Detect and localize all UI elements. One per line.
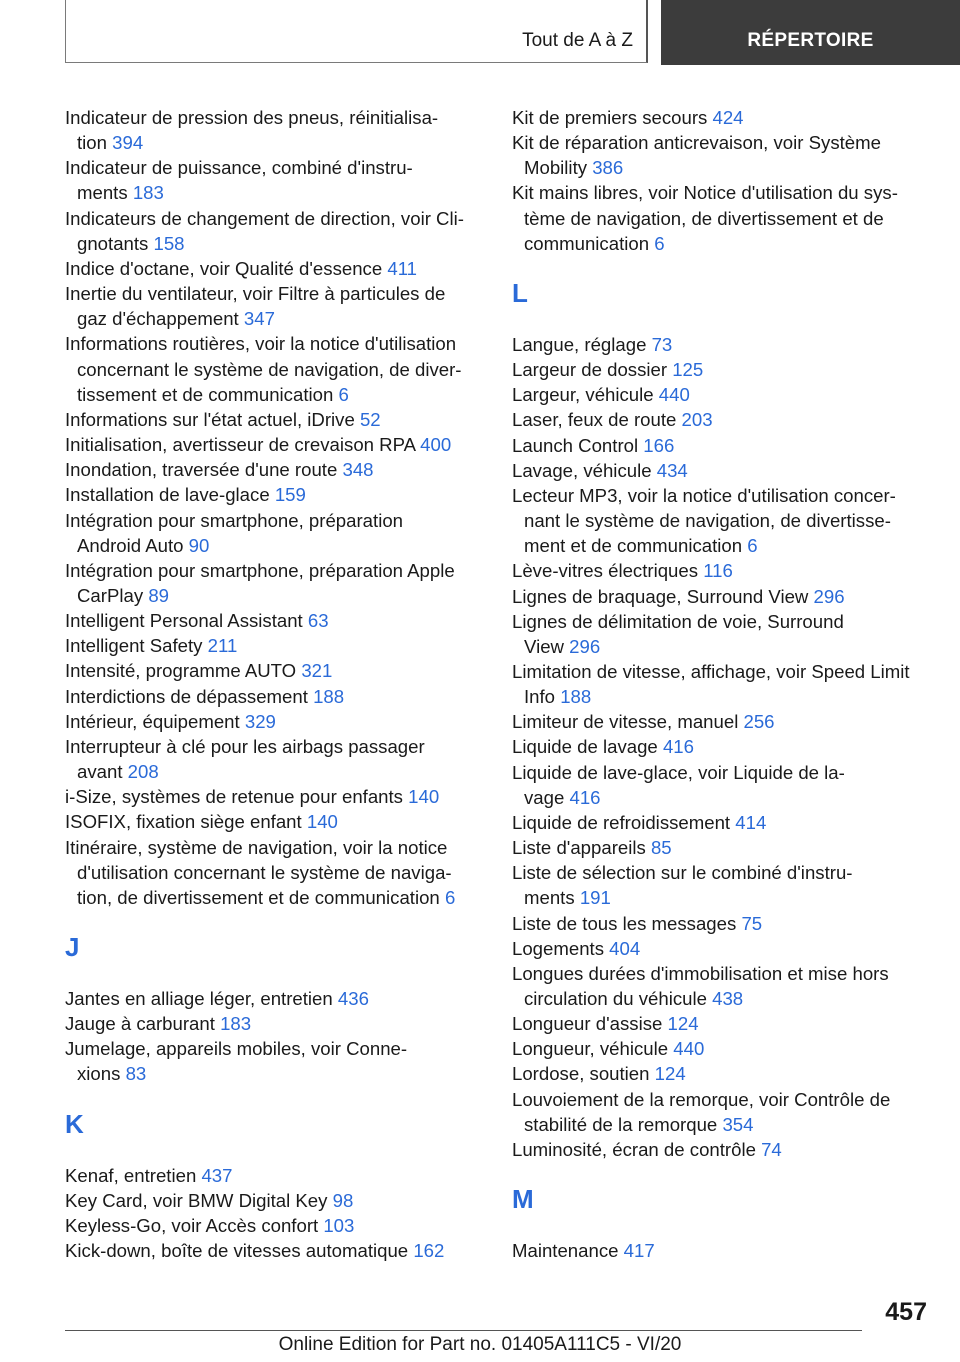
index-entry-text: Largeur de dossier bbox=[512, 359, 673, 381]
page-reference-link[interactable]: 211 bbox=[207, 635, 238, 657]
index-entry bbox=[512, 810, 937, 835]
index-entry-text: Maintenance bbox=[512, 1240, 624, 1262]
index-entry-text: Lavage, véhicule bbox=[512, 459, 657, 481]
page-reference-link[interactable]: 440 bbox=[658, 384, 690, 406]
index-entry bbox=[65, 809, 485, 834]
tab-index-a-z[interactable]: Tout de A à Z bbox=[65, 0, 648, 63]
page-reference-link[interactable]: 140 bbox=[408, 786, 440, 808]
index-entry-text: Keyless-Go, voir Accès confort bbox=[65, 1214, 324, 1236]
index-entry-text: Luminosité, écran de contrôle bbox=[512, 1138, 762, 1160]
page-reference-link[interactable]: 85 bbox=[650, 837, 672, 859]
index-entry bbox=[512, 105, 937, 130]
index-entry bbox=[65, 986, 485, 1011]
index-entry bbox=[512, 407, 937, 432]
page-reference-link[interactable]: 329 bbox=[244, 710, 276, 732]
index-entry bbox=[65, 1163, 485, 1188]
index-entry-text: Indicateur de pression des pneus, réinitialisa‐ tion bbox=[65, 107, 439, 154]
index-entry-text: Launch Control bbox=[512, 434, 644, 456]
index-entry bbox=[65, 206, 485, 256]
index-entry-text: Largeur, véhicule bbox=[512, 384, 659, 406]
index-entry-text: Longues durées d'immobilisation et mise hors circulation du véhicule bbox=[512, 962, 889, 1009]
page-reference-link[interactable]: 124 bbox=[654, 1063, 686, 1085]
page-reference-link[interactable]: 348 bbox=[342, 459, 374, 481]
page-reference-link[interactable]: 125 bbox=[672, 359, 704, 381]
index-entry-text: Intensité, programme AUTO bbox=[65, 660, 302, 682]
page-reference-link[interactable]: 52 bbox=[359, 408, 381, 430]
index-entry bbox=[65, 508, 485, 558]
page-reference-link[interactable]: 437 bbox=[201, 1164, 233, 1186]
page-reference-link[interactable]: 188 bbox=[560, 686, 592, 708]
index-entry-text: Inertie du ventilateur, voir Filtre à particules de gaz d'échappement bbox=[65, 283, 446, 330]
page-reference-link[interactable]: 159 bbox=[274, 484, 306, 506]
index-entry bbox=[65, 835, 485, 910]
index-entry-text: Kenaf, entretien bbox=[65, 1164, 202, 1186]
index-entry-text: Inondation, traversée d'une route bbox=[65, 459, 343, 481]
page-reference-link[interactable]: 424 bbox=[712, 107, 744, 128]
index-entry-text: Limitation de vitesse, affichage, voir Speed Limit Info bbox=[512, 660, 910, 708]
index-entry bbox=[65, 432, 485, 457]
page-reference-link[interactable]: 417 bbox=[623, 1240, 655, 1262]
index-entry bbox=[512, 357, 937, 382]
footer-divider bbox=[65, 1330, 862, 1331]
index-entry-text: Lecteur MP3, voir la notice d'utilisation concer‐ nant le système de navigation, de divertisse‐ ment et de communication bbox=[512, 484, 896, 557]
index-entry bbox=[65, 407, 485, 432]
index-entry-text: Longueur d'assise bbox=[512, 1013, 668, 1035]
index-entry bbox=[512, 1238, 937, 1263]
index-entry bbox=[512, 709, 937, 734]
index-entry bbox=[65, 1036, 485, 1086]
index-entry bbox=[512, 961, 937, 1011]
page-reference-link[interactable]: 347 bbox=[243, 308, 275, 330]
index-entry bbox=[512, 1036, 937, 1061]
index-entry bbox=[512, 1137, 937, 1162]
footer-edition: Online Edition for Part no. 01405A111C5 - VI/20 bbox=[278, 1334, 682, 1355]
index-entry-text: Intérieur, équipement bbox=[65, 710, 245, 732]
index-entry-text: Indice d'octane, voir Qualité d'essence bbox=[65, 257, 388, 279]
index-entry-text: Key Card, voir BMW Digital Key bbox=[65, 1189, 333, 1211]
page-reference-link[interactable]: 6 bbox=[338, 383, 349, 405]
index-entry-text: Intégration pour smartphone, préparation Apple CarPlay bbox=[65, 559, 455, 606]
index-entry-text: Indicateur de puissance, combiné d'instru‐ ments bbox=[65, 157, 413, 204]
page-reference-link[interactable]: 6 bbox=[747, 535, 758, 557]
page-reference-link[interactable]: 438 bbox=[712, 988, 744, 1009]
index-entry-text: Lordose, soutien bbox=[512, 1063, 655, 1085]
index-entry-text: Liquide de lave-glace, voir Liquide de la‐ vage bbox=[512, 761, 845, 808]
page-reference-link[interactable]: 75 bbox=[741, 912, 763, 934]
page-reference-link[interactable]: 183 bbox=[220, 1013, 252, 1035]
section-letter: M bbox=[512, 1184, 534, 1215]
page-reference-link[interactable]: 74 bbox=[761, 1138, 782, 1160]
index-entry-text: Laser, feux de route bbox=[512, 409, 682, 431]
index-entry-text: i-Size, systèmes de retenue pour enfants bbox=[65, 786, 409, 808]
page-reference-link[interactable]: 416 bbox=[662, 736, 694, 758]
page-reference-link[interactable]: 400 bbox=[420, 434, 452, 456]
index-entry bbox=[512, 332, 937, 357]
section-letter: J bbox=[65, 932, 80, 962]
index-entry bbox=[65, 608, 485, 633]
index-entry bbox=[512, 936, 937, 961]
page-reference-link[interactable]: 208 bbox=[127, 761, 159, 783]
section-letter: K bbox=[65, 1108, 84, 1139]
index-entry bbox=[65, 155, 485, 205]
index-entry bbox=[512, 382, 937, 407]
page-reference-link[interactable]: 404 bbox=[609, 937, 641, 959]
page-reference-link[interactable]: 162 bbox=[413, 1240, 445, 1262]
page-reference-link[interactable]: 83 bbox=[125, 1063, 147, 1085]
index-entry-text: Intelligent Safety bbox=[65, 635, 208, 657]
index-entry bbox=[65, 658, 485, 683]
index-entry-text: Liste d'appareils bbox=[512, 837, 651, 859]
index-entry bbox=[512, 483, 937, 558]
tab-repertoire[interactable]: RÉPERTOIRE bbox=[661, 0, 960, 65]
index-entry bbox=[512, 760, 937, 810]
index-entry-text: Lignes de délimitation de voie, Surround View bbox=[512, 610, 844, 657]
page-reference-link[interactable]: 354 bbox=[722, 1113, 754, 1135]
index-entry bbox=[65, 633, 485, 658]
index-entry bbox=[512, 911, 937, 936]
index-entry bbox=[512, 584, 937, 609]
index-entry bbox=[65, 331, 485, 406]
index-entry bbox=[65, 1238, 485, 1263]
index-entry bbox=[65, 457, 485, 482]
index-entry bbox=[65, 734, 485, 784]
page-number: 457 bbox=[885, 1298, 927, 1326]
index-entry bbox=[65, 1213, 485, 1238]
page-reference-link[interactable]: 256 bbox=[743, 711, 775, 733]
index-entry-text: Kit de réparation anticrevaison, voir Système Mobility bbox=[512, 132, 881, 179]
index-entry bbox=[65, 482, 485, 507]
page-reference-link[interactable]: 6 bbox=[444, 886, 456, 908]
header-tabs bbox=[65, 0, 960, 65]
index-entry-text: ISOFIX, fixation siège enfant bbox=[65, 811, 307, 833]
page-reference-link[interactable]: 414 bbox=[735, 811, 767, 833]
index-entry bbox=[512, 734, 937, 759]
page-reference-link[interactable]: 140 bbox=[306, 811, 338, 833]
index-entry-text: Liquide de refroidissement bbox=[512, 811, 736, 833]
index-entry-text: Langue, réglage bbox=[512, 333, 652, 355]
index-entry bbox=[512, 433, 937, 458]
index-entry bbox=[512, 1087, 937, 1137]
page-reference-link[interactable]: 411 bbox=[387, 257, 418, 279]
index-entry-text: Jantes en alliage léger, entretien bbox=[65, 988, 338, 1009]
index-entry bbox=[65, 1011, 485, 1036]
index-entry bbox=[512, 659, 937, 709]
index-entry-text: Initialisation, avertisseur de crevaison RPA bbox=[65, 434, 421, 456]
index-entry bbox=[512, 180, 937, 255]
index-entry-text: Informations routières, voir la notice d'utilisation concernant le système de navigation, de diver‐ tissement et de communication bbox=[65, 333, 462, 405]
page-reference-link[interactable]: 183 bbox=[132, 182, 164, 204]
index-entry bbox=[65, 558, 485, 608]
page-reference-link[interactable]: 321 bbox=[301, 660, 333, 682]
page-reference-link[interactable]: 90 bbox=[188, 534, 210, 556]
page-reference-link[interactable]: 203 bbox=[681, 409, 713, 431]
page-reference-link[interactable]: 73 bbox=[651, 333, 673, 355]
index-entry-text: Lignes de braquage, Surround View bbox=[512, 585, 814, 607]
index-entry-text: Kick-down, boîte de vitesses automatique bbox=[65, 1240, 414, 1262]
index-entry-text: Logements bbox=[512, 937, 610, 959]
page-reference-link[interactable]: 103 bbox=[323, 1214, 355, 1236]
index-entry-text: Kit de premiers secours bbox=[512, 107, 713, 128]
index-entry-text: Intelligent Personal Assistant bbox=[65, 610, 308, 632]
index-entry-text: Limiteur de vitesse, manuel bbox=[512, 711, 744, 733]
index-entry-text: Interrupteur à clé pour les airbags passager avant bbox=[65, 735, 425, 783]
index-entry-text: Installation de lave-glace bbox=[65, 484, 275, 506]
index-entry bbox=[65, 256, 485, 281]
index-entry-text: Kit mains libres, voir Notice d'utilisation du sys‐ tème de navigation, de divertissement et de communication bbox=[512, 182, 898, 254]
page-reference-link[interactable]: 386 bbox=[592, 157, 624, 179]
page-reference-link[interactable]: 63 bbox=[307, 610, 329, 632]
index-entry-text: Lève-vitres électriques bbox=[512, 560, 704, 582]
page-reference-link[interactable]: 394 bbox=[112, 132, 144, 154]
page-reference-link[interactable]: 166 bbox=[643, 434, 675, 456]
index-entry-text: Informations sur l'état actuel, iDrive bbox=[65, 408, 360, 430]
index-entry-text: Itinéraire, système de navigation, voir la notice d'utilisation concernant le système de naviga‐ tion, de divertissement et de communication bbox=[65, 836, 452, 908]
page-reference-link[interactable]: 158 bbox=[153, 232, 185, 254]
index-column-left bbox=[65, 105, 485, 1263]
index-entry bbox=[512, 860, 937, 910]
page-reference-link[interactable]: 116 bbox=[703, 560, 733, 582]
page-reference-link[interactable]: 434 bbox=[656, 459, 688, 481]
index-entry-text: Jauge à carburant bbox=[65, 1013, 221, 1035]
page-reference-link[interactable]: 416 bbox=[569, 786, 601, 808]
index-entry bbox=[512, 458, 937, 483]
index-entry-text: Longueur, véhicule bbox=[512, 1038, 674, 1060]
index-entry bbox=[512, 609, 937, 659]
page-reference-link[interactable]: 124 bbox=[667, 1013, 699, 1035]
page-reference-link[interactable]: 440 bbox=[673, 1038, 705, 1060]
section-letter: L bbox=[512, 277, 528, 308]
page-reference-link[interactable]: 6 bbox=[654, 232, 665, 254]
index-entry bbox=[512, 1011, 937, 1036]
index-entry-text: Liste de sélection sur le combiné d'instru‐ ments bbox=[512, 862, 853, 909]
page-reference-link[interactable]: 98 bbox=[332, 1189, 354, 1211]
index-entry bbox=[512, 1061, 937, 1086]
index-entry bbox=[65, 105, 485, 155]
index-entry bbox=[65, 784, 485, 809]
page-reference-link[interactable]: 191 bbox=[579, 887, 611, 909]
page-reference-link[interactable]: 188 bbox=[313, 685, 345, 707]
index-entry-text: Interdictions de dépassement bbox=[65, 685, 314, 707]
index-entry bbox=[65, 1188, 485, 1213]
index-entry-text: Indicateurs de changement de direction, voir Cli‐ gnotants bbox=[65, 207, 464, 254]
page-reference-link[interactable]: 296 bbox=[569, 635, 601, 657]
index-entry bbox=[65, 281, 485, 331]
index-entry bbox=[65, 684, 485, 709]
index-entry-text: Liquide de lavage bbox=[512, 736, 663, 758]
index-entry bbox=[512, 130, 937, 180]
index-entry bbox=[65, 709, 485, 734]
page-reference-link[interactable]: 89 bbox=[148, 584, 169, 606]
index-entry-text: Liste de tous les messages bbox=[512, 912, 742, 934]
index-column-right bbox=[512, 105, 937, 1263]
index-entry bbox=[512, 835, 937, 860]
index-entry bbox=[512, 558, 937, 583]
index-entry-text: Louvoiement de la remorque, voir Contrôle de stabilité de la remorque bbox=[512, 1088, 891, 1135]
index-entry-text: Intégration pour smartphone, préparation Android Auto bbox=[65, 509, 404, 556]
page-reference-link[interactable]: 436 bbox=[337, 988, 369, 1009]
page-reference-link[interactable]: 296 bbox=[813, 585, 845, 607]
index-entry-text: Jumelage, appareils mobiles, voir Conne‐ xions bbox=[65, 1038, 408, 1085]
